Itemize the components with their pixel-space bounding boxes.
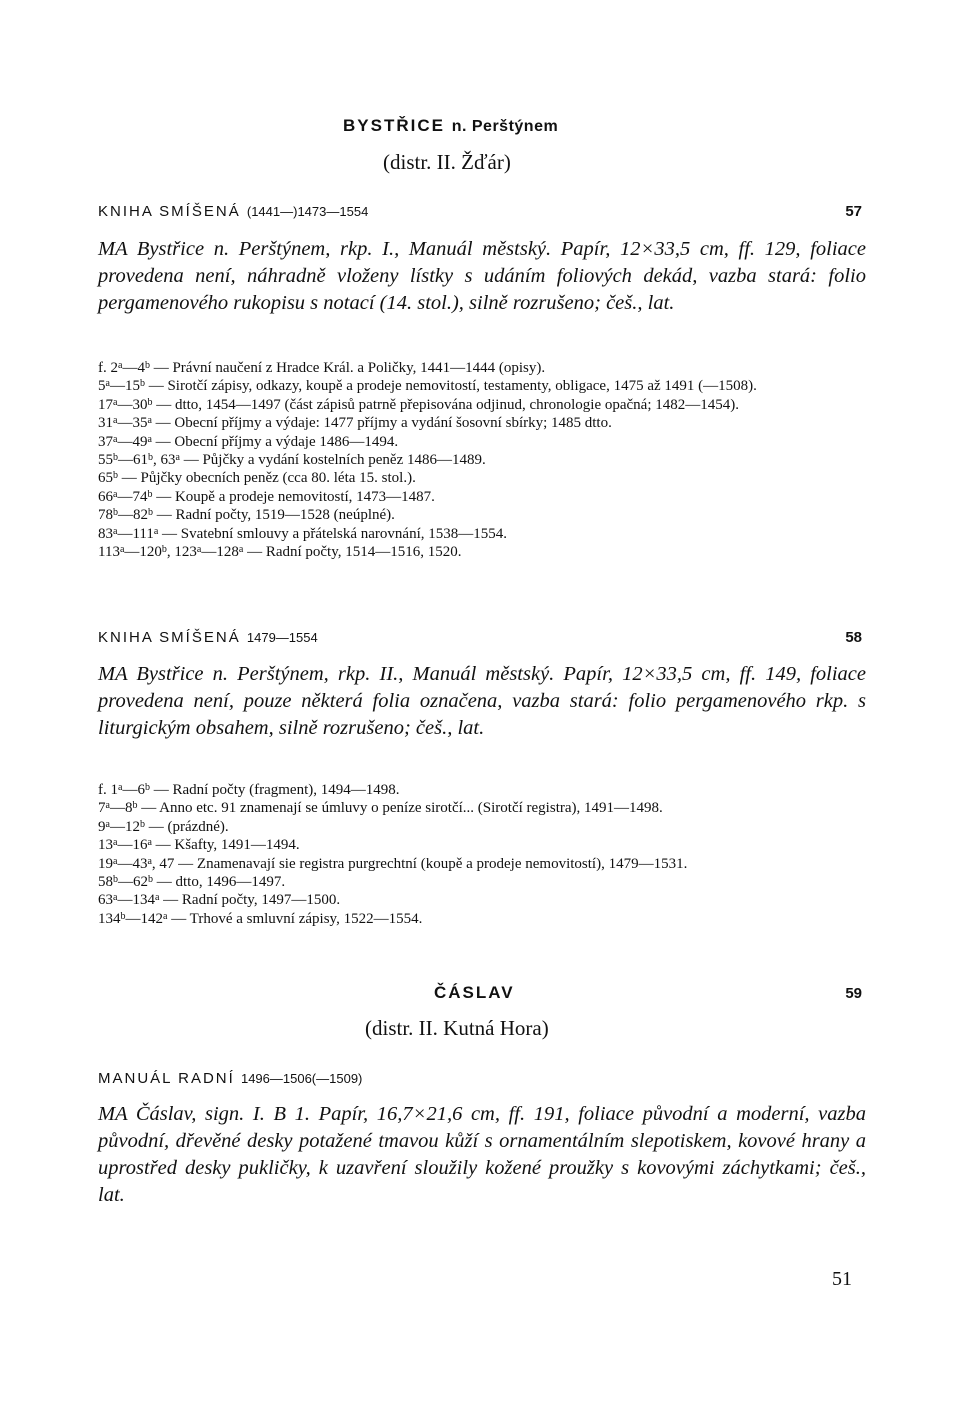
folio-entry: 17$^a$—30$^b$ — dtto, 1454—1497 (část zápisů patrně přepisována odjinud, chronologie opačná; 1482—1454). — [98, 396, 739, 413]
folio-list-58 — [98, 781, 868, 928]
record-title: MANUÁL RADNÍ — [98, 1070, 235, 1087]
record-number: 59 — [845, 985, 862, 1002]
place-suffix: n. Perštýnem — [451, 118, 559, 135]
folio-list-57 — [98, 359, 868, 561]
folio-entry: f. 2$^a$—4$^b$ — Právní naučení z Hradce Král. a Poličky, 1441—1444 (opisy). — [98, 360, 546, 376]
district-bystrice: (distr. II. Žďár) — [383, 150, 511, 174]
record-title: KNIHA SMÍŠENÁ — [98, 629, 241, 646]
record-number: 58 — [845, 629, 862, 646]
record-years: 1496—1506(—1509) — [240, 1071, 363, 1086]
record-heading-58 — [98, 629, 862, 646]
record-number: 57 — [845, 203, 862, 220]
folio-entry: 7$^a$—8$^b$ — Anno etc. 91 znamenají se úmluvy o peníze sirotčí... (Sirotčí registra), 1491—1498. — [98, 800, 663, 817]
folio-entry: 113$^a$—120$^b$, 123$^a$—128$^a$ — Radní počty, 1514—1516, 1520. — [98, 544, 462, 561]
folio-entry: f. 1$^a$—6$^b$ — Radní počty (fragment), 1494—1498. — [98, 782, 400, 798]
page-number: 51 — [832, 1268, 852, 1290]
place-heading-caslav — [434, 983, 862, 1003]
folio-entry: 65$^b$ — Půjčky obecních peněz (cca 80. léta 15. stol.). — [98, 470, 416, 487]
record-years: (1441—)1473—1554 — [246, 204, 369, 219]
folio-entry: 58$^b$—62$^b$ — dtto, 1496—1497. — [98, 874, 286, 891]
record-description-57: MA Bystřice n. Perštýnem, rkp. I., Manuál městský. Papír, 12×33,5 cm, ff. 129, foliace provedena není, náhradně vloženy lístky s udáním foliových dekád, vazba stará: folio pergamenového rukopisu s notací (14. stol.), silně rozrušeno; češ., lat. — [98, 238, 866, 314]
folio-entry: 31$^a$—35$^a$ — Obecní příjmy a výdaje: 1477 příjmy a vydání šosovní sbírky; 1485 dtto. — [98, 415, 612, 432]
place-name: BYSTŘICE — [343, 116, 445, 135]
folio-entry: 19$^a$—43$^a$, 47 — Znamenavají sie registra purgrechtní (koupě a prodeje nemovitostí), 1479—1531. — [98, 855, 688, 872]
folio-entry: 5$^a$—15$^b$ — Sirotčí zápisy, odkazy, koupě a prodeje nemovitostí, testamenty, obligace, 1475 až 1491 (—1508). — [98, 378, 757, 395]
folio-entry: 83$^a$—111$^a$ — Svatební smlouvy a přátelská narovnání, 1538—1554. — [98, 525, 507, 542]
folio-entry: 63$^a$—134$^a$ — Radní počty, 1497—1500. — [98, 892, 341, 909]
folio-entry: 37$^a$—49$^a$ — Obecní příjmy a výdaje 1486—1494. — [98, 433, 399, 450]
district-caslav: (distr. II. Kutná Hora) — [365, 1016, 549, 1040]
folio-entry: 9$^a$—12$^b$ — (prázdné). — [98, 818, 229, 835]
place-name: ČÁSLAV — [434, 983, 515, 1002]
record-title: KNIHA SMÍŠENÁ — [98, 203, 241, 220]
folio-entry: 55$^b$—61$^b$, 63$^a$ — Půjčky a vydání kostelních peněz 1486—1489. — [98, 452, 486, 469]
record-years: 1479—1554 — [246, 630, 318, 645]
folio-entry: 13$^a$—16$^a$ — Kšafty, 1491—1494. — [98, 837, 300, 854]
folio-entry: 66$^a$—74$^b$ — Koupě a prodeje nemovitostí, 1473—1487. — [98, 488, 435, 505]
record-heading-59 — [98, 1070, 862, 1087]
record-description-58: MA Bystřice n. Perštýnem, rkp. II., Manuál městský. Papír, 12×33,5 cm, ff. 149, foliace provedena není, pouze některá folia označena, vazba stará: folio pergamenového rkp. s liturgickým obsahem, silně rozrušeno; češ., lat. — [98, 663, 866, 739]
place-heading-bystrice — [343, 116, 558, 136]
folio-entry: 134$^b$—142$^a$ — Trhové a smluvní zápisy, 1522—1554. — [98, 910, 423, 927]
folio-entry: 78$^b$—82$^b$ — Radní počty, 1519—1528 (neúplné). — [98, 507, 395, 524]
record-heading-57 — [98, 203, 862, 220]
record-description-59: MA Čáslav, sign. I. B 1. Papír, 16,7×21,6 cm, ff. 191, foliace původní a moderní, vazba původní, dřevěné desky potažené tmavou kůží s ornamentálním slepotiskem, kovové hrany a uprostřed desky pukličky, k uzavření sloužily kožené proužky s kovovými záchytkami; češ., lat. — [98, 1103, 866, 1206]
